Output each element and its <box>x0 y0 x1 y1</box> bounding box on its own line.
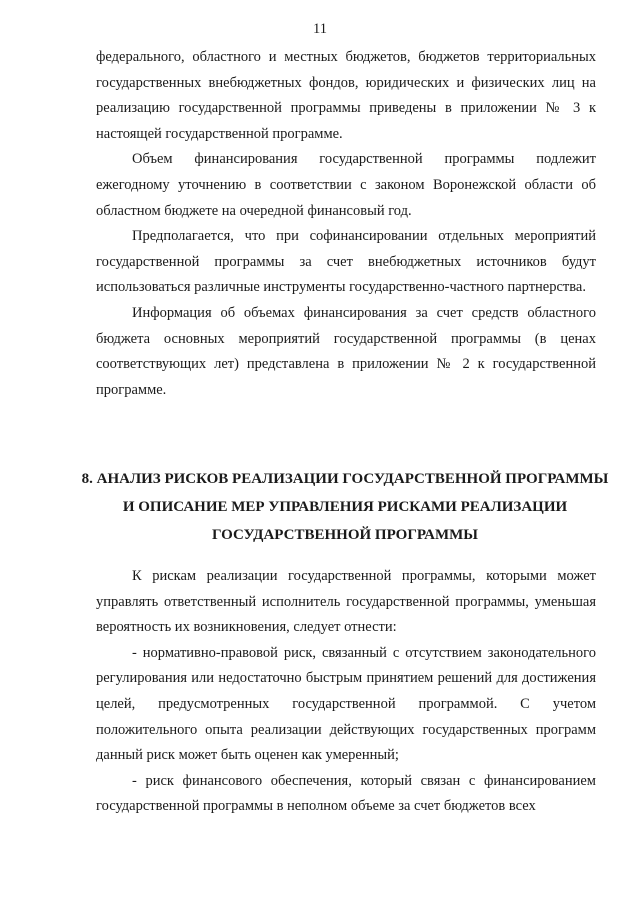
paragraph-funding-sources: федерального, областного и местных бюджетов, бюджетов территориальных государственных внебюджетных фондов, юридических и физических лиц на реализацию государственной программы приведены в приложении № 3 к настоящей государственной программе. <box>96 49 596 142</box>
page-number: 11 <box>313 21 327 37</box>
section-heading-line: 8. АНАЛИЗ РИСКОВ РЕАЛИЗАЦИИ ГОСУДАРСТВЕННОЙ ПРОГРАММЫ <box>81 471 609 487</box>
paragraph-risks-intro: К рискам реализации государственной программы, которыми может управлять ответственный исполнитель государственной программы, уменьшая вероятность их возникновения, следует отнести: <box>96 568 596 636</box>
paragraph-financial-risk: - риск финансового обеспечения, который связан с финансированием государственной программы в неполном объеме за счет бюджетов всех <box>96 772 596 815</box>
paragraph-annual-adjustment: Объем финансирования государственной программы подлежит ежегодному уточнению в соответствии с законом Воронежской области об областном бюджете на очередной финансовый год. <box>96 151 596 219</box>
paragraph-regional-budget-info: Информация об объемах финансирования за счет средств областного бюджета основных мероприятий государственной программы (в ценах соответствующих лет) представлена в приложении № 2 к государственной программе. <box>96 304 596 398</box>
section-heading-line: ГОСУДАРСТВЕННОЙ ПРОГРАММЫ <box>212 527 478 543</box>
paragraph-cofinancing: Предполагается, что при софинансировании отдельных мероприятий государственной программы за счет внебюджетных источников будут использоваться различные инструменты государственно-частного партнерства. <box>96 228 596 296</box>
risks-text-block <box>96 564 596 820</box>
financing-text-block <box>96 45 596 403</box>
paragraph-legal-risk: - нормативно-правовой риск, связанный с отсутствием законодательного регулирования или недостаточно быстрым принятием решений для достижения целей, предусмотренных государственной программой. С учетом положительного опыта реализации действующих государственных программ данный риск может быть оценен как умеренный; <box>96 644 596 764</box>
section-heading-line: И ОПИСАНИЕ МЕР УПРАВЛЕНИЯ РИСКАМИ РЕАЛИЗАЦИИ <box>122 499 568 515</box>
section-heading-risks <box>80 465 610 549</box>
